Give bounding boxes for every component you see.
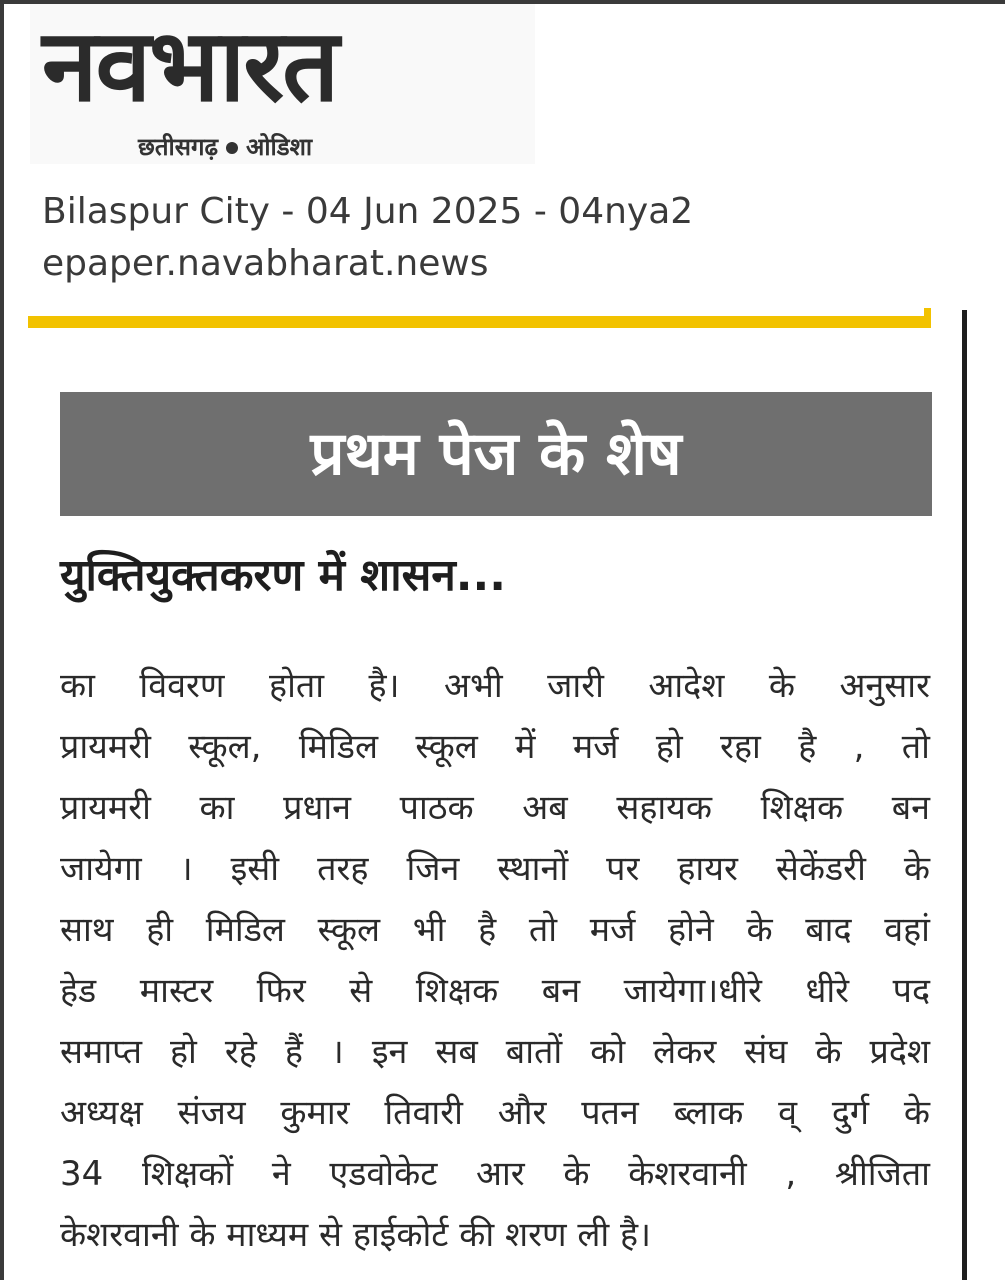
article-line: प्रायमरी का प्रधान पाठक अब सहायक शिक्षक बन xyxy=(60,788,930,828)
yellow-divider xyxy=(28,316,930,328)
section-banner-label: प्रथम पेज के शेष xyxy=(310,419,682,489)
frame-left-edge xyxy=(0,0,4,1280)
section-banner xyxy=(60,392,932,516)
article-line: अध्यक्ष संजय कुमार तिवारी और पतन ब्लाक व् दुर्ग के xyxy=(60,1093,930,1133)
bullet-dot-icon xyxy=(226,142,238,154)
article-line: प्रायमरी स्कूल, मिडिल स्कूल में मर्ज हो रहा है , तो xyxy=(60,727,930,767)
article-headline: युक्तियुक्तकरण में शासन... xyxy=(60,550,506,601)
article-line: 34 शिक्षकों ने एडवोकेट आर के केशरवानी , श्रीजिता xyxy=(60,1154,930,1194)
article-line: केशरवानी के माध्यम से हाईकोर्ट की शरण ली है। xyxy=(60,1215,651,1255)
region-chhattisgarh: छतीसगढ़ xyxy=(138,133,218,161)
region-odisha: ओडिशा xyxy=(245,133,313,161)
newspaper-masthead xyxy=(30,4,535,164)
article-line: साथ ही मिडिल स्कूल भी है तो मर्ज होने के बाद वहां xyxy=(60,910,930,950)
yellow-divider-tick xyxy=(924,308,931,328)
article-body xyxy=(60,656,930,1266)
masthead-regions xyxy=(138,132,312,162)
article-line: समाप्त हो रहे हैं । इन सब बातों को लेकर संघ के प्रदेश xyxy=(60,1032,930,1072)
epaper-site: epaper.navabharat.news xyxy=(42,243,489,284)
column-rule xyxy=(962,310,967,1280)
article-line: जायेगा । इसी तरह जिन स्थानों पर हायर सेकेंडरी के xyxy=(60,849,930,889)
edition-info: Bilaspur City - 04 Jun 2025 - 04nya2 xyxy=(42,191,694,232)
article-line: हेड मास्टर फिर से शिक्षक बन जायेगा।धीरे धीरे पद xyxy=(60,971,930,1011)
article-line: का विवरण होता है। अभी जारी आदेश के अनुसार xyxy=(60,666,930,706)
newspaper-logo-title: नवभारत xyxy=(42,7,338,124)
